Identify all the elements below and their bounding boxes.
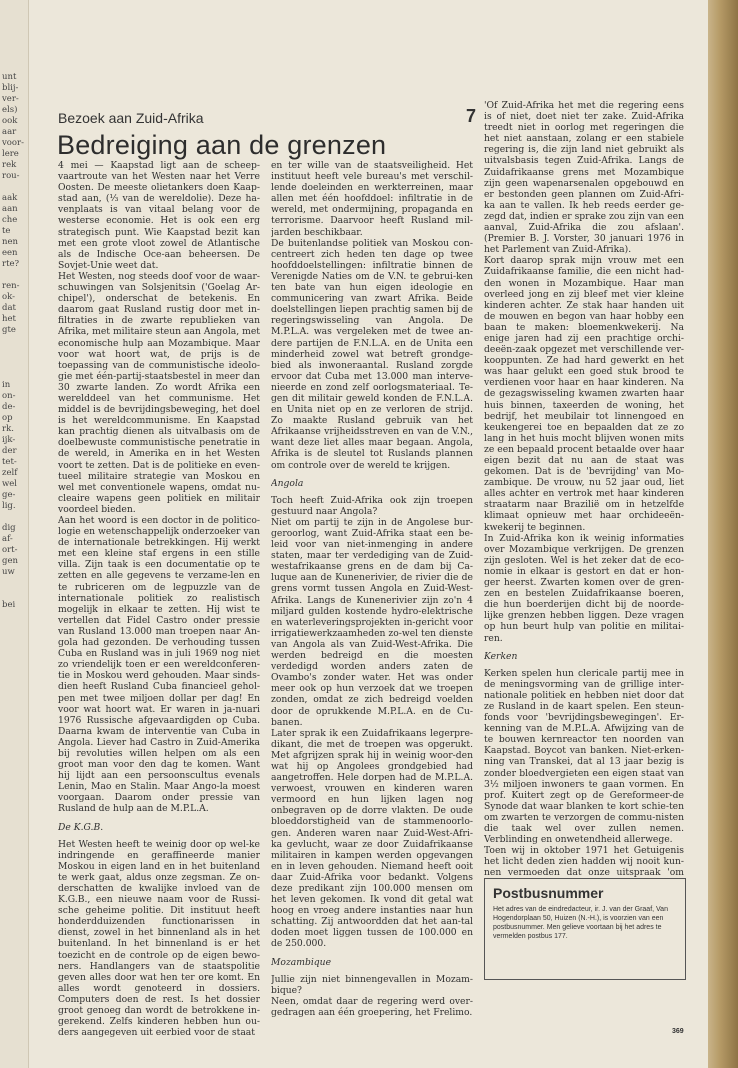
- paragraph: Toch heeft Zuid-Afrika ook zijn troepen gestuurd naar Angola?: [271, 494, 473, 517]
- gutter-fragment: on-: [2, 391, 16, 401]
- column-3: [484, 100, 684, 880]
- gutter-fragment: dat: [2, 303, 16, 313]
- headline: Bedreiging aan de grenzen: [57, 130, 387, 160]
- gutter-fragment: in: [2, 380, 11, 390]
- gutter-fragment: rte?: [2, 259, 20, 269]
- paragraph: 'Of Zuid-Afrika het met die regering eens is of niet, doet niet ter zake. Zuid-Afrika treedt niet in oorlog met regeringen die het niet aanstaan, zolang er een stabiele regering is, die zijn land niet gebruikt als uitvalsbasis tegen Zuid-Afrika. Langs de Zuidafrikaanse grens met Mozambique zijn geen wapenarsenalen opgebouwd en er bestonden geen plannen om Zuid-Afri-ka aan te vallen. Ik heb reeds eerder ge-zegd dat, indien er sprake zou zijn van een aanval, Zuid-Afrika die zou afslaan'. (Premier B. J. Vorster, 30 januari 1976 in het Parlement van Zuid-Afrika).: [484, 100, 684, 256]
- gutter-fragment: gte: [2, 325, 16, 335]
- paragraph: Kort daarop sprak mijn vrouw met een Zuidafrikaanse familie, die een nicht had-den wonen in Mozambique. Haar man overleed jong en zij bleef met vier kleine kinderen achter. Ze stak haar handen uit de mouwen en begon van haar hobby een baan te maken: bloemenkwekerij. Na enige jaren had zij een prachtige orchi-deeën-zaak opgezet met verschillende ver-kooppunten. Ze had hard gewerkt en het was haar gelukt een goed stuk brood te verdienen voor haar en haar kinderen. Na de gezagswisseling kwamen zwarten haar huis binnen, taxeerden de woning, het bedrijf, het meubilair tot linnengoed en keukengerei toe en bepaalden dat ze zo lang in het huis mocht blijven wonen mits ze een bepaald procent betaalde over haar eigen bezit dat nu aan de staat was gekomen. Dat is de 'bevrijding' van Mo-zambique. De vrouw, nu 52 jaar oud, liet alles achter en vertrok met haar kinderen straatarm naar Brazilië om in hetzelfde klimaat opnieuw met haar orchideeën-kwekerij te beginnen.: [484, 255, 684, 533]
- gutter-fragment: ver-: [2, 94, 19, 104]
- subheading-kgb: De K.G.B.: [58, 821, 104, 833]
- gutter-fragment: zelf: [2, 468, 18, 478]
- gutter-fragment: der: [2, 446, 17, 456]
- subheading-kerken: Kerken: [484, 650, 518, 662]
- notice-title: Postbusnummer: [493, 885, 604, 901]
- gutter-fragment: dig: [2, 523, 16, 533]
- gutter-fragment: op: [2, 413, 13, 423]
- subheading-mozambique: Mozambique: [271, 956, 332, 968]
- gutter-fragment: bei: [2, 600, 16, 610]
- gutter-fragment: tet-: [2, 457, 17, 467]
- gutter-fragment: blij-: [2, 83, 19, 93]
- paragraph: Later sprak ik een Zuidafrikaans legerpre-dikant, die met de troepen was opgerukt. Met afgrijzen sprak hij in weinig woor-den wat hij op Angolees grondgebied had aangetroffen. Hele dorpen had de M.P.L.A. verwoest, vrouwen en kinderen waren vermoord en hun lijken lagen nog onbegraven op de dorre vlakten. De oude bloeddorstigheid van de stammenoorlo-gen. Anderen waren naar Zuid-West-Afri-ka gevlucht, waar ze door Zuidafrikaanse militairen in kampen werden opgevangen en in leven gehouden. Niemand heeft ooit daar Zuid-Afrika voor bedankt. Volgens deze predikant zijn 100.000 mensen om het leven gekomen. Ik vond dit getal wat hoog en vroeg andere instanties naar hun schatting. Zij antwoordden dat het aan-tal doden moet liggen tussen de 100.000 en de 250.000.: [271, 727, 473, 950]
- gutter-fragment: unt: [2, 72, 17, 82]
- paragraph: In Zuid-Afrika kon ik weinig informaties over Mozambique verkrijgen. De grenzen zijn gesloten. Wel is het zeker dat de eco-nomie in elkaar is gestort en dat er hon-ger heerst. Zwarten komen over de gren-zen en bestelen Zuidafrikaanse boeren, die hun boerderijen dicht bij de noorde-lijke grenzen hebben liggen. Deze vragen op hun beurt hulp van politie en militai-ren.: [484, 532, 684, 644]
- gutter-fragment: uw: [2, 567, 15, 577]
- gutter-fragment: aar: [2, 127, 17, 137]
- gutter-fragment: rek: [2, 160, 17, 170]
- page-folio: 369: [672, 1028, 684, 1035]
- gutter-fragment: ijk-: [2, 435, 16, 445]
- paragraph: Jullie zijn niet binnengevallen in Mozam-bique?: [271, 973, 473, 996]
- gutter-fragment: rou-: [2, 171, 20, 181]
- gutter-fragment: gen: [2, 556, 18, 566]
- paragraph: Aan het woord is een doctor in de politico-logie en wetenschappelijk onderzoeker van de internationale betrekkingen. Hij werkt met een kleine staf ergens in een stille villa. Zijn taak is een documentatie op te zetten en alle gegevens te verzame-len en te rubriceren om de legpuzzle van de internationale politiek zo realistisch mogelijk in elkaar te zetten. Hij wist te vertellen dat Fidel Castro onder pressie van Rusland 13.000 man troepen naar An-gola had gezonden. De verhouding tussen Cuba en Rusland was in juli 1969 nog niet zo vriendelijk toen er een wereldconferen-tie in Moskou werd gehouden. Maar sinds-dien heeft Rusland Cuba financieel gehol-pen met twee miljoen dollar per dag! En voor wat hoort wat. Er waren in ja-nuari 1976 Russische afgevaardigden op Cuba. Daarna kwam de interventie van Cuba in Angola. Liever had Castro in Zuid-Amerika bij revoluties willen helpen om als een groot man voor den dag te komen. Want hij lijdt aan een persoonscultus evenals Lenin, Mao en Stalin. Maar Ango-la moest voorgaan. Daarom onder pressie van Rusland de hulp aan de M.P.L.A.: [58, 515, 260, 815]
- gutter-fragment: rk.: [2, 424, 14, 434]
- notice-text: Het adres van de eindredacteur, ir. J. van der Graaf, Van Hogendorplaan 50, Huizen (N.-H.), is voorzien van een postbusnummer. Men gelieve voortaan bij het adres te vermelden postbus 177.: [493, 906, 668, 940]
- gutter-fragment: aan: [2, 204, 18, 214]
- gutter-fragment: ort-: [2, 545, 18, 555]
- gutter-fragment: els): [2, 105, 18, 115]
- gutter-fragment: nen: [2, 237, 18, 247]
- gutter-fragment: af-: [2, 534, 13, 544]
- article-number: 7: [466, 106, 477, 126]
- paragraph: Niet om partij te zijn in de Angolese bur-geroorlog, want Zuid-Afrika staat een be-leid voor van niet-inmenging in andere staten, maar ter verdediging van de Zuid-westafrikaanse grens en de dam bij Ca-luque aan de Kunenerivier, de rivier die de grens vormt tussen Angola en Zuid-West-Afrika. Langs de Kunenerivier zijn zo'n 4 miljard gulden kostende hydro-elektrische en waterleveringsprojekten in-gericht voor irrigatiewerkzaamheden zo-wel ten dienste van Angola als van Zuid-West-Afrika. Die werden bedreigd en die moesten verdedigd worden anders zaten de Ovambo's zonder water. Het was onder meer ook op hun verzoek dat we troepen zonden, omdat ze zich bedreigd voelden door de oprukkende M.P.L.A. en de Cu-banen.: [271, 516, 473, 728]
- paragraph: Toen wij in oktober 1971 het Getuigenis het licht deden zien hadden wij nooit kun-nen vermoeden dat onze uitspraak 'om: [484, 845, 684, 879]
- column-2: [271, 160, 473, 1044]
- gutter-fragment: aak: [2, 193, 18, 203]
- previous-page-gutter: [0, 0, 29, 1068]
- paragraph: Kerken spelen hun clericale partij mee in de meningsvorming van de grillige inter-nationale politiek en hebben niet door dat ze Rusland in de kaart spelen. Een steun-fonds voor 'bevrijdingsbewegingen'. Er-kenning van de M.P.L.A. Afwijzing van de te bouwen kernreactor ten noorden van Kaapstad. Boycot van banken. Niet-erken-ning van Transkei, dat al 13 jaar bezig is zonder bloedvergieten een eigen staat van 3½ miljoen inwoners te gaan vormen. En prof. Kuitert zegt op de Gereformeer-de Synode dat waar blanken te kort schie-ten om zwarten te verzorgen de commu-nisten die taak wel over zullen nemen. Verblinding en onwetendheid allerwege.: [484, 667, 684, 846]
- subheading-angola: Angola: [271, 477, 304, 489]
- gutter-fragment: che: [2, 215, 18, 225]
- gutter-fragment: voor-: [2, 138, 24, 148]
- gutter-fragment: een: [2, 248, 18, 258]
- gutter-fragment: wel: [2, 479, 18, 489]
- column-1: [58, 160, 260, 1044]
- gutter-fragment: ok-: [2, 292, 15, 302]
- paragraph: 4 mei — Kaapstad ligt aan de scheep-vaartroute van het Westen naar het Verre Oosten. De meeste olietankers doen Kaap-stad aan, (⅓ van de wereldolie). Deze ha-venplaats is van vitaal belang voor de westerse economie. Het is ook een erg strategisch punt. Wie Kaapstad bezit kan met een grote vloot zowel de Atlantische als de Indische Oce-aan beheersen. De Sovjet-Unie weet dat.: [58, 160, 260, 271]
- book-binding-edge: [708, 0, 738, 1068]
- gutter-fragment: lere: [2, 149, 19, 159]
- gutter-fragment: lig.: [2, 501, 16, 511]
- gutter-fragment: te: [2, 226, 11, 236]
- postbus-notice-box: [484, 878, 686, 980]
- paragraph: De buitenlandse politiek van Moskou con-centreert zich heden ten dage op twee hoofddoelstellingen: infiltratie binnen de Verenigde Naties om de V.N. te gebrui-ken ten bate van hun eigen ideologie en communicering van zwart Afrika. Beide doelstellingen liepen prachtig samen bij de regeringswisseling van Angola. De M.P.L.A. was vergeleken met de twee an-dere partijen de F.N.L.A. en de Unita een minderheid zowel wat betreft grondge-bied als inwoneraantal. Rusland zorgde ervoor dat Cuba met 13.000 man interve-nieerde en zond zelf oorlogsmateriaal. Te-gen dit militair geweld konden de F.N.L.A. en Unita niet op en ze verloren de strijd. Zo maakte Rusland gebruik van het Afrikaanse vrijheidsstreven en van de V.N., want deze liet alles maar begaan. Angola, Afrika is de sleutel tot Ruslands plannen om controle over de wereld te krijgen.: [271, 237, 473, 471]
- paragraph: Het Westen, nog steeds doof voor de waar-schuwingen van Solsjenitsin ('Goelag Ar-chipel'), onderschat de betekenis. En daarom gaat Rusland rustig door met in-filtraties in de zwarte republieken van Afrika, met militaire steun aan Angola, met economische hulp aan Mozambique. Maar voor wat hoort wat, de prijs is de toepassing van de communistische ideolo-gie met één-partij-staatsbestel in meer dan 30 zwarte landen. Zo wordt Afrika een werelddeel van het communisme. Het middel is de bevrijdingsbeweging, het doel is het wereldcommunisme. En Kaapstad kan prachtig dienen als uitvalbasis om de doelbewuste communistische penetratie in de wereld, in Amerika en in het Westen voort te zetten. Dat is de politieke en even-tueel militaire strategie van Moskou en wel met conventionele wapens, omdat nu-cleaire wapens geen politiek en militair voordeel bieden.: [58, 270, 260, 515]
- gutter-fragment: het: [2, 314, 16, 324]
- section-kicker: Bezoek aan Zuid-Afrika: [58, 110, 204, 126]
- paragraph: Het Westen heeft te weinig door op wel-ke indringende en geraffineerde manier Moskou in eigen land en in het buitenland te werk gaat, aldus onze zegsman. Ze on-derschatten de kwalijke invloed van de K.G.B., een nieuwe naam voor de Russi-sche geheime politie. Dit instituut heeft honderdduizenden functionarissen in dienst, zowel in het binnenland als in het buitenland. In het binnenland is er het toezicht en de controle op de eigen bewo-ners. Handlangers van de staatspolitie geven alles door wat hen ter ore komt. En alles wordt genoteerd in dossiers. Computers doen de rest. Is het dossier groot genoeg dan wordt de betrokkene in-gerekend. Zelfs kinderen hebben hun ou-ders aangegeven uit eerbied voor de staat: [58, 838, 260, 1039]
- gutter-fragment: ren-: [2, 281, 20, 291]
- paragraph: en ter wille van de staatsveiligheid. Het instituut heeft vele bureau's met verschil-lende doeleinden en werkterreinen, maar allen met één hoofddoel: infiltratie in de wereld, met ondermijning, propaganda en terrorisme. Daarvoor heeft Rusland mil-jarden beschikbaar.: [271, 160, 473, 238]
- gutter-fragment: ook: [2, 116, 18, 126]
- paragraph: Neen, omdat daar de regering werd over-gedragen aan één groepering, het Frelimo.: [271, 995, 473, 1018]
- gutter-fragment: ge-: [2, 490, 16, 500]
- gutter-fragment: de-: [2, 402, 16, 412]
